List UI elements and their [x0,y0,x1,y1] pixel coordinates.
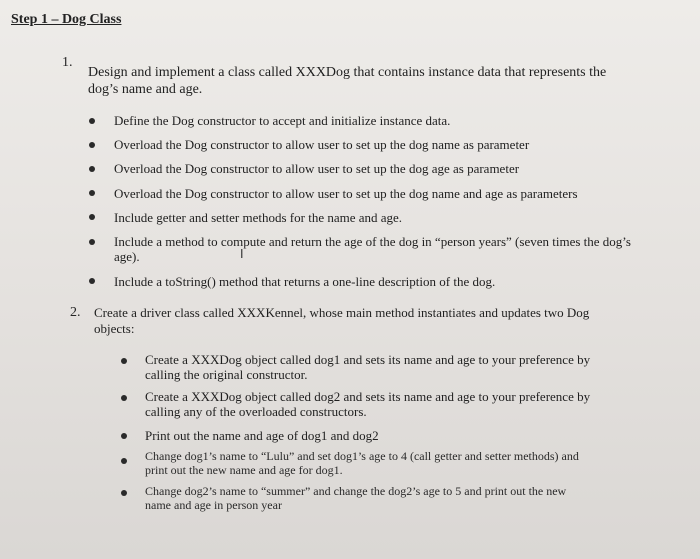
bullet-icon [121,358,127,364]
bullet-icon [89,118,95,124]
bullet-icon [121,395,127,401]
section-1-bullet-6: Include a method to compute and return the age of the dog in “person years” (seven times the dog’s age). [114,234,631,264]
section-1-text: Design and implement a class called XXXDog that contains instance data that represents the dog’s name and age. [88,65,607,97]
section-2-number: 2. [70,305,81,320]
section-1-bullet-1: Define the Dog constructor to accept and initialize instance data. [114,113,451,128]
section-1-bullet-2: Overload the Dog constructor to allow user to set up the dog name as parameter [114,137,530,152]
section-1-number: 1. [62,55,73,70]
section-2-bullet-1: Create a XXXDog object called dog1 and sets its name and age to your preference by calling the original constructor. [145,352,591,382]
bullet-icon [89,190,95,196]
bullet-icon [89,166,95,172]
section-2-text: Create a driver class called XXXKennel, whose main method instantiates and updates two Dog objects: [94,305,590,336]
bullet-icon [89,214,95,220]
section-2-bullet-5: Change dog2’s name to “summer” and change the dog2’s age to 5 and print out the new name and age in person year [145,484,567,512]
section-2-bullet-3: Print out the name and age of dog1 and dog2 [145,428,379,443]
section-2-bullet-2: Create a XXXDog object called dog2 and sets its name and age to your preference by calling any of the overloaded constructors. [145,389,591,419]
section-1-bullet-4: Overload the Dog constructor to allow user to set up the dog name and age as parameters [114,186,578,201]
section-2-bullet-4: Change dog1’s name to “Lulu” and set dog1’s age to 4 (call getter and setter methods) and print out the new name and age for dog1. [145,449,579,477]
bullet-icon [89,142,95,148]
text-cursor-icon: I [240,247,244,261]
page-title: Step 1 – Dog Class [11,12,122,27]
section-1-bullet-5: Include getter and setter methods for the name and age. [114,210,403,225]
bullet-icon [89,278,95,284]
bullet-icon [89,239,95,245]
bullet-icon [121,490,127,496]
section-1-bullet-3: Overload the Dog constructor to allow user to set up the dog age as parameter [114,161,520,176]
section-1-bullet-7: Include a toString() method that returns a one-line description of the dog. [114,274,496,289]
bullet-icon [121,458,127,464]
bullet-icon [121,433,127,439]
